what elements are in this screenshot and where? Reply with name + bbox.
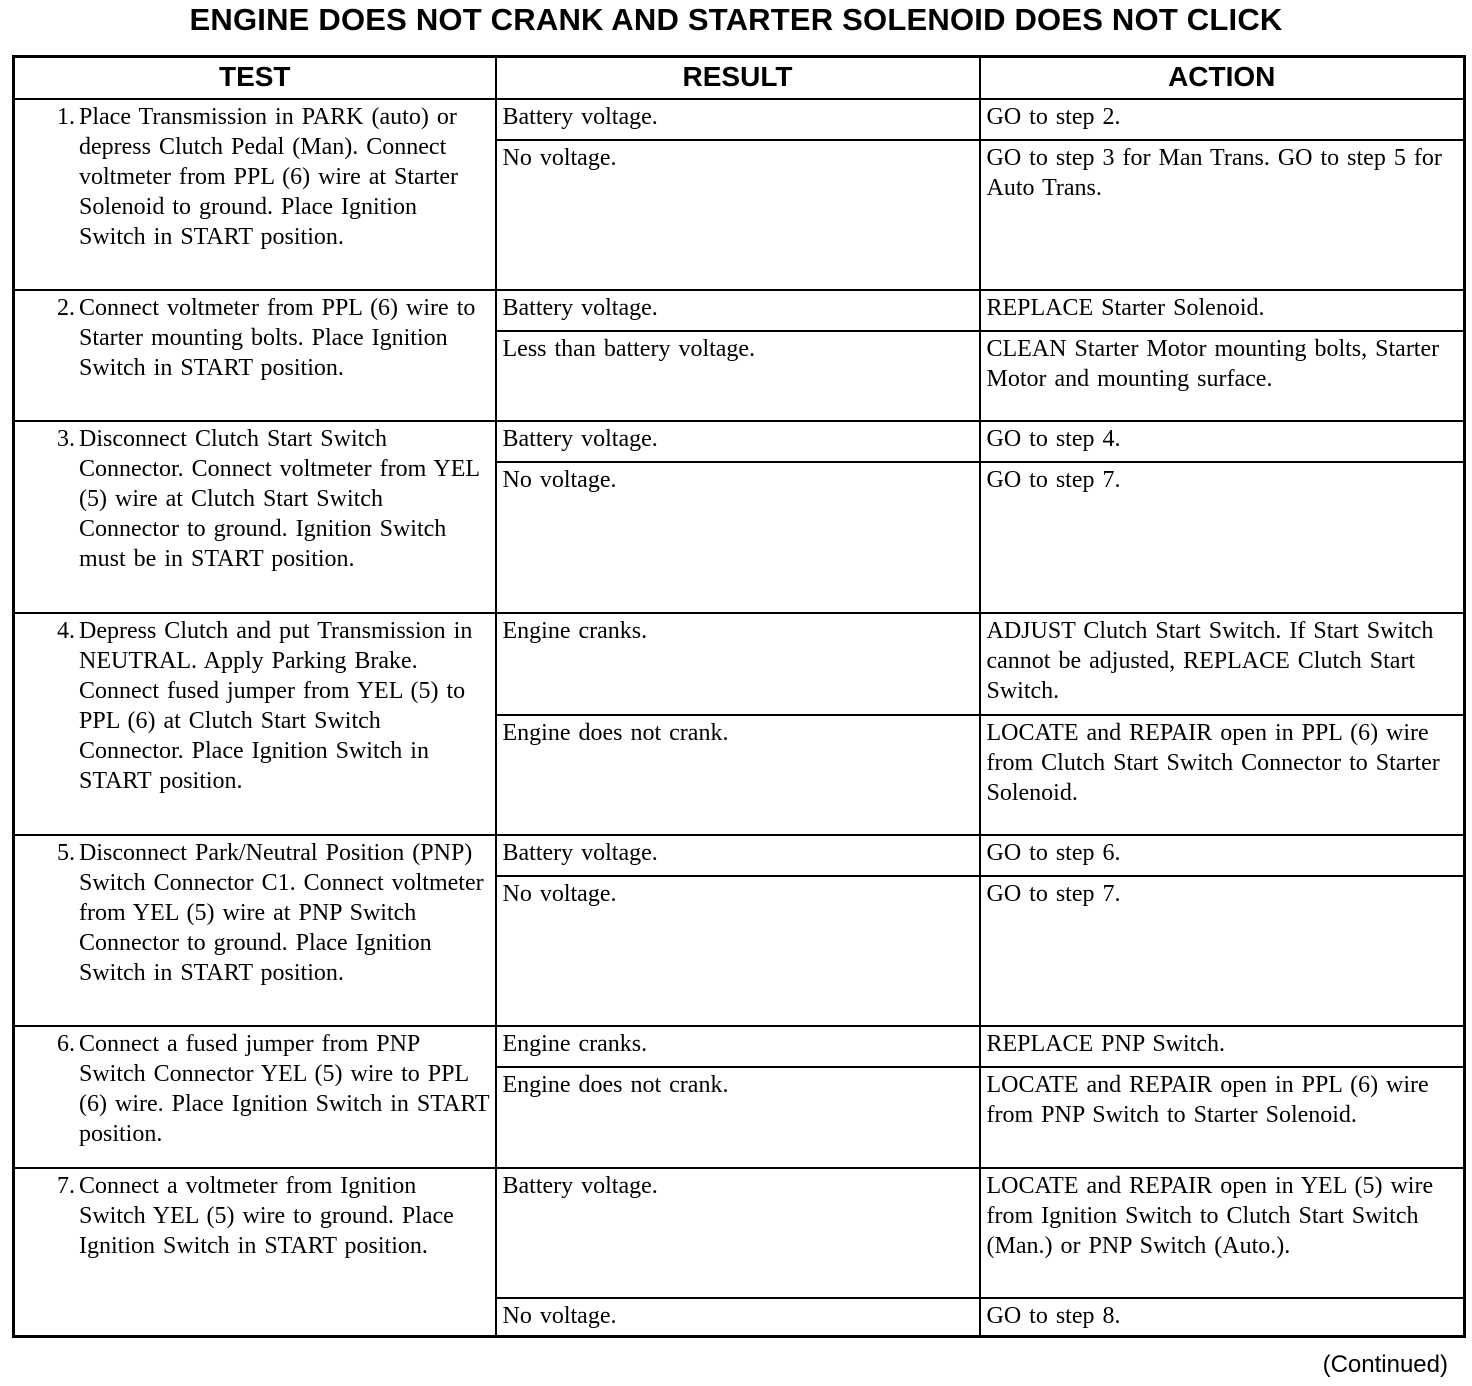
step-number: 4.	[57, 618, 75, 644]
diagnostic-table	[12, 55, 1466, 1338]
action-cell: GO to step 3 for Man Trans. GO to step 5 for Auto Trans.	[980, 140, 1465, 290]
test-text: Connect voltmeter from PPL (6) wire to Starter mounting bolts. Place Ignition Switch in START position.	[79, 295, 476, 381]
table-row	[14, 613, 1465, 715]
header-test: TEST	[14, 57, 496, 100]
step-number: 3.	[57, 426, 75, 452]
step-number: 7.	[57, 1173, 75, 1199]
test-text: Connect a voltmeter from Ignition Switch YEL (5) wire to ground. Place Ignition Switch in START position.	[79, 1173, 454, 1259]
table-row	[14, 1168, 1465, 1298]
action-cell: GO to step 2.	[980, 99, 1465, 140]
test-cell	[14, 290, 496, 421]
step-number: 1.	[57, 104, 75, 130]
result-cell: No voltage.	[496, 1298, 980, 1337]
result-cell: Battery voltage.	[496, 1168, 980, 1298]
table-row	[14, 290, 1465, 331]
test-cell	[14, 1026, 496, 1168]
header-action: ACTION	[980, 57, 1465, 100]
table-row	[14, 835, 1465, 876]
result-cell: Engine does not crank.	[496, 715, 980, 835]
action-cell: GO to step 8.	[980, 1298, 1465, 1337]
result-cell: No voltage.	[496, 462, 980, 613]
test-cell	[14, 421, 496, 613]
result-cell: Battery voltage.	[496, 290, 980, 331]
result-cell: Battery voltage.	[496, 421, 980, 462]
action-cell: REPLACE PNP Switch.	[980, 1026, 1465, 1067]
test-cell	[14, 835, 496, 1026]
continued-note: (Continued)	[1322, 1351, 1448, 1378]
result-cell: Battery voltage.	[496, 835, 980, 876]
step-number: 6.	[57, 1031, 75, 1057]
action-cell: GO to step 6.	[980, 835, 1465, 876]
test-cell	[14, 613, 496, 835]
test-cell	[14, 1168, 496, 1337]
page-title: ENGINE DOES NOT CRANK AND STARTER SOLENOID DOES NOT CLICK	[189, 2, 1283, 37]
result-cell: Less than battery voltage.	[496, 331, 980, 421]
step-number: 2.	[57, 295, 75, 321]
action-cell: ADJUST Clutch Start Switch. If Start Switch cannot be adjusted, REPLACE Clutch Start Switch.	[980, 613, 1465, 715]
header-row	[14, 57, 1465, 100]
result-cell: Battery voltage.	[496, 99, 980, 140]
test-text: Depress Clutch and put Transmission in NEUTRAL. Apply Parking Brake. Connect fused jumper from YEL (5) to PPL (6) at Clutch Start Switch Connector. Place Ignition Switch in START position.	[79, 618, 473, 794]
table-row	[14, 1026, 1465, 1067]
result-cell: No voltage.	[496, 876, 980, 1026]
test-text: Disconnect Clutch Start Switch Connector. Connect voltmeter from YEL (5) wire at Clutch Start Switch Connector to ground. Ignition Switch must be in START position.	[79, 426, 480, 572]
header-result: RESULT	[496, 57, 980, 100]
action-cell: GO to step 7.	[980, 462, 1465, 613]
result-cell: No voltage.	[496, 140, 980, 290]
action-cell: LOCATE and REPAIR open in YEL (5) wire from Ignition Switch to Clutch Start Switch (Man.) or PNP Switch (Auto.).	[980, 1168, 1465, 1298]
action-cell: LOCATE and REPAIR open in PPL (6) wire from Clutch Start Switch Connector to Starter Solenoid.	[980, 715, 1465, 835]
action-cell: CLEAN Starter Motor mounting bolts, Starter Motor and mounting surface.	[980, 331, 1465, 421]
result-cell: Engine does not crank.	[496, 1067, 980, 1168]
action-cell: LOCATE and REPAIR open in PPL (6) wire from PNP Switch to Starter Solenoid.	[980, 1067, 1465, 1168]
result-cell: Engine cranks.	[496, 613, 980, 715]
step-number: 5.	[57, 840, 75, 866]
action-cell: GO to step 4.	[980, 421, 1465, 462]
test-cell	[14, 99, 496, 290]
table-row	[14, 99, 1465, 140]
test-text: Disconnect Park/Neutral Position (PNP) Switch Connector C1. Connect voltmeter from YEL (5) wire at PNP Switch Connector to ground. Place Ignition Switch in START position.	[79, 840, 484, 986]
test-text: Connect a fused jumper from PNP Switch Connector YEL (5) wire to PPL (6) wire. Place Ignition Switch in START position.	[79, 1031, 490, 1147]
action-cell: GO to step 7.	[980, 876, 1465, 1026]
result-cell: Engine cranks.	[496, 1026, 980, 1067]
test-text: Place Transmission in PARK (auto) or depress Clutch Pedal (Man). Connect voltmeter from PPL (6) wire at Starter Solenoid to ground. Place Ignition Switch in START position.	[79, 104, 459, 250]
table-row	[14, 421, 1465, 462]
action-cell: REPLACE Starter Solenoid.	[980, 290, 1465, 331]
